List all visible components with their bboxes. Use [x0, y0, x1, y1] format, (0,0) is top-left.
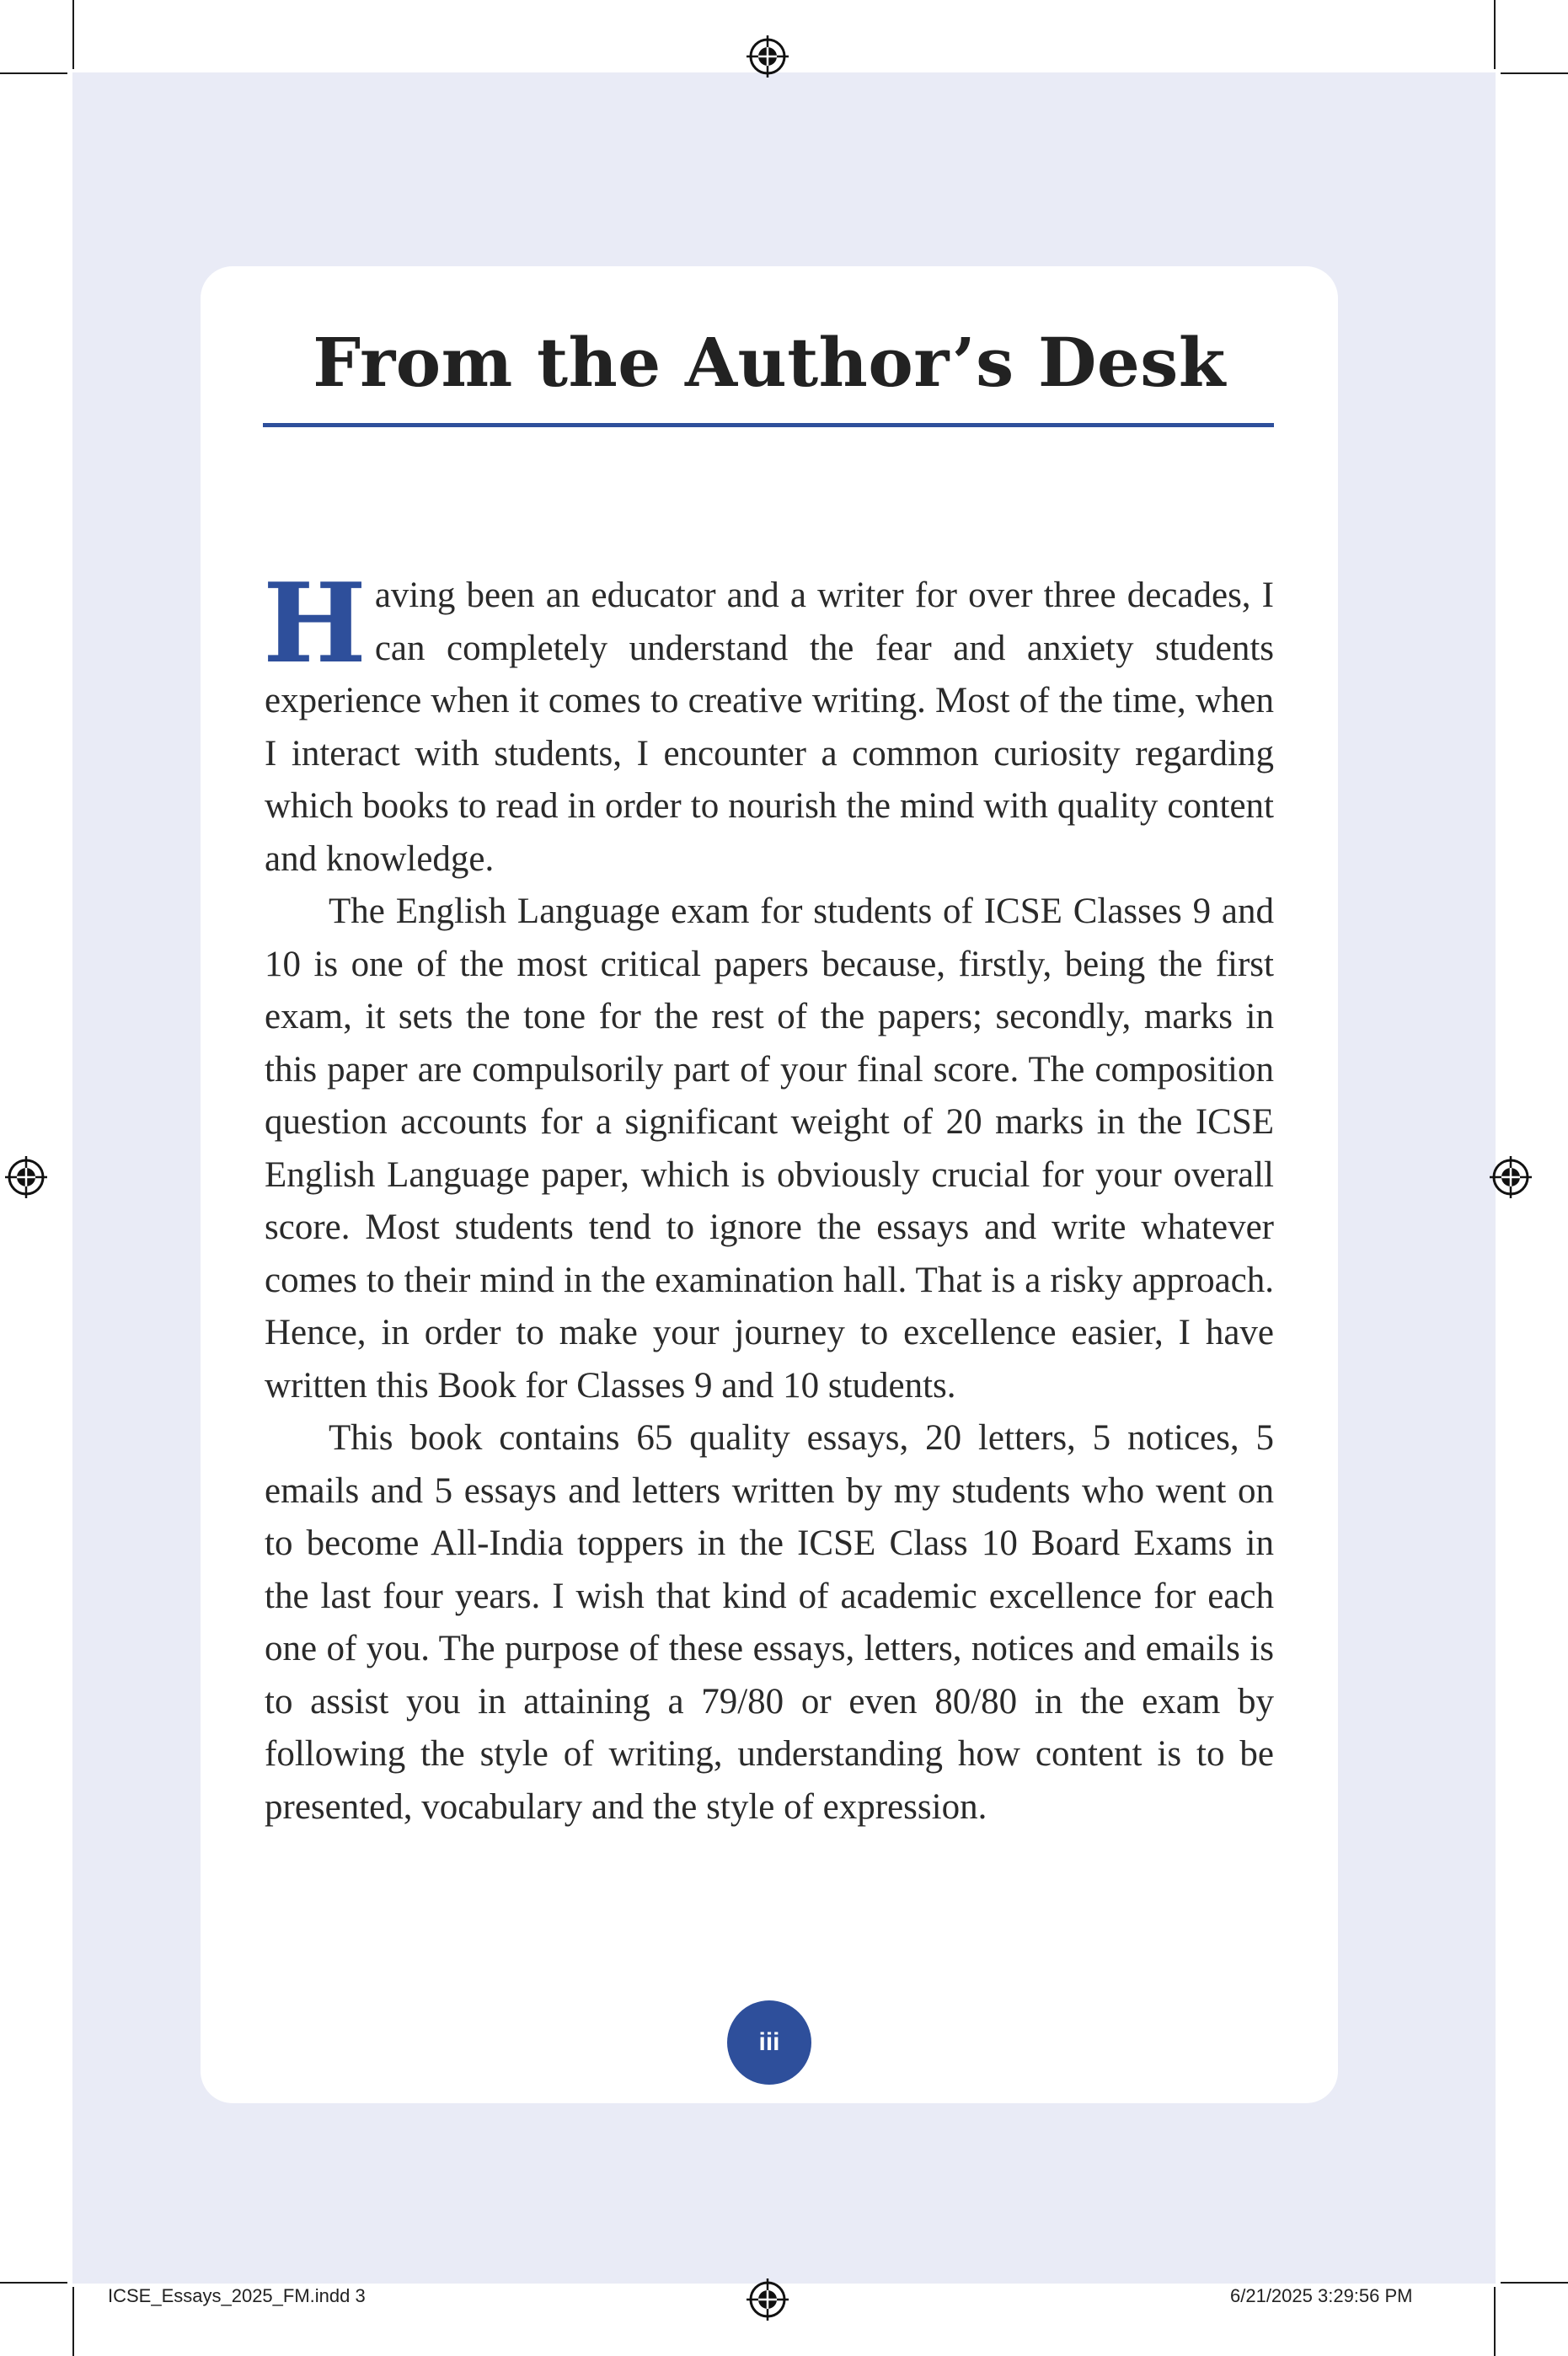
registration-mark-icon — [747, 35, 789, 78]
paragraph — [263, 559, 1274, 886]
slug-file-name: ICSE_Essays_2025_FM.indd 3 — [108, 2285, 366, 2306]
content-card — [201, 266, 1338, 2103]
crop-mark — [1501, 72, 1568, 74]
slug-timestamp: 6/21/2025 3:29:56 PM — [1230, 2285, 1413, 2306]
paragraph: The English Language exam for students of ICSE Classes 9 and 10 is one of the most critical papers because, firstly, being the first exam, it sets the tone for the rest of the papers; secondly, marks in this paper are compulsorily part of your final score. The composition question accounts for a significant weight of 20 marks in the ICSE English Language paper, which is obviously crucial for your overall score. Most students tend to ignore the essays and write whatever comes to their mind in the examination hall. That is a risky approach. Hence, in order to make your journey to excellence easier, I have written this Book for Classes 9 and 10 students. — [265, 892, 1274, 1406]
crop-mark — [1494, 2287, 1496, 2356]
page-number-badge: iii — [727, 2000, 811, 2085]
crop-mark — [72, 0, 74, 69]
page-title: From the Author’s Desk — [313, 323, 1226, 402]
crop-mark — [1494, 0, 1496, 69]
drop-cap: H — [263, 559, 367, 688]
crop-mark — [0, 72, 67, 74]
paragraph-text: aving been an educator and a writer for over three decades, I can completely understand the fear and anxiety students experience when it comes to creative writing. Most of the time, when I interact with students, I encounter a common curiosity regarding which books to read in order to nourish the mind with quality content and knowledge. — [265, 576, 1274, 879]
paragraph: This book contains 65 quality essays, 20 letters, 5 notices, 5 emails and 5 essays and letters written by my students who went on to become All-India toppers in the ICSE Class 10 Board Exams in the last four years. I wish that kind of academic excellence for each one of you. The purpose of these essays, letters, notices and emails is to assist you in attaining a 79/80 or even 80/80 in the exam by following the style of writing, understanding how content is to be presented, vocabulary and the style of expression. — [265, 1418, 1274, 1827]
crop-mark — [0, 2282, 67, 2284]
registration-mark-icon — [5, 1156, 47, 1198]
registration-mark-icon — [1490, 1156, 1532, 1198]
crop-mark — [72, 2287, 74, 2356]
title-underline — [263, 423, 1274, 427]
body-text — [263, 559, 1274, 1834]
crop-mark — [1501, 2282, 1568, 2284]
registration-mark-icon — [747, 2278, 789, 2321]
